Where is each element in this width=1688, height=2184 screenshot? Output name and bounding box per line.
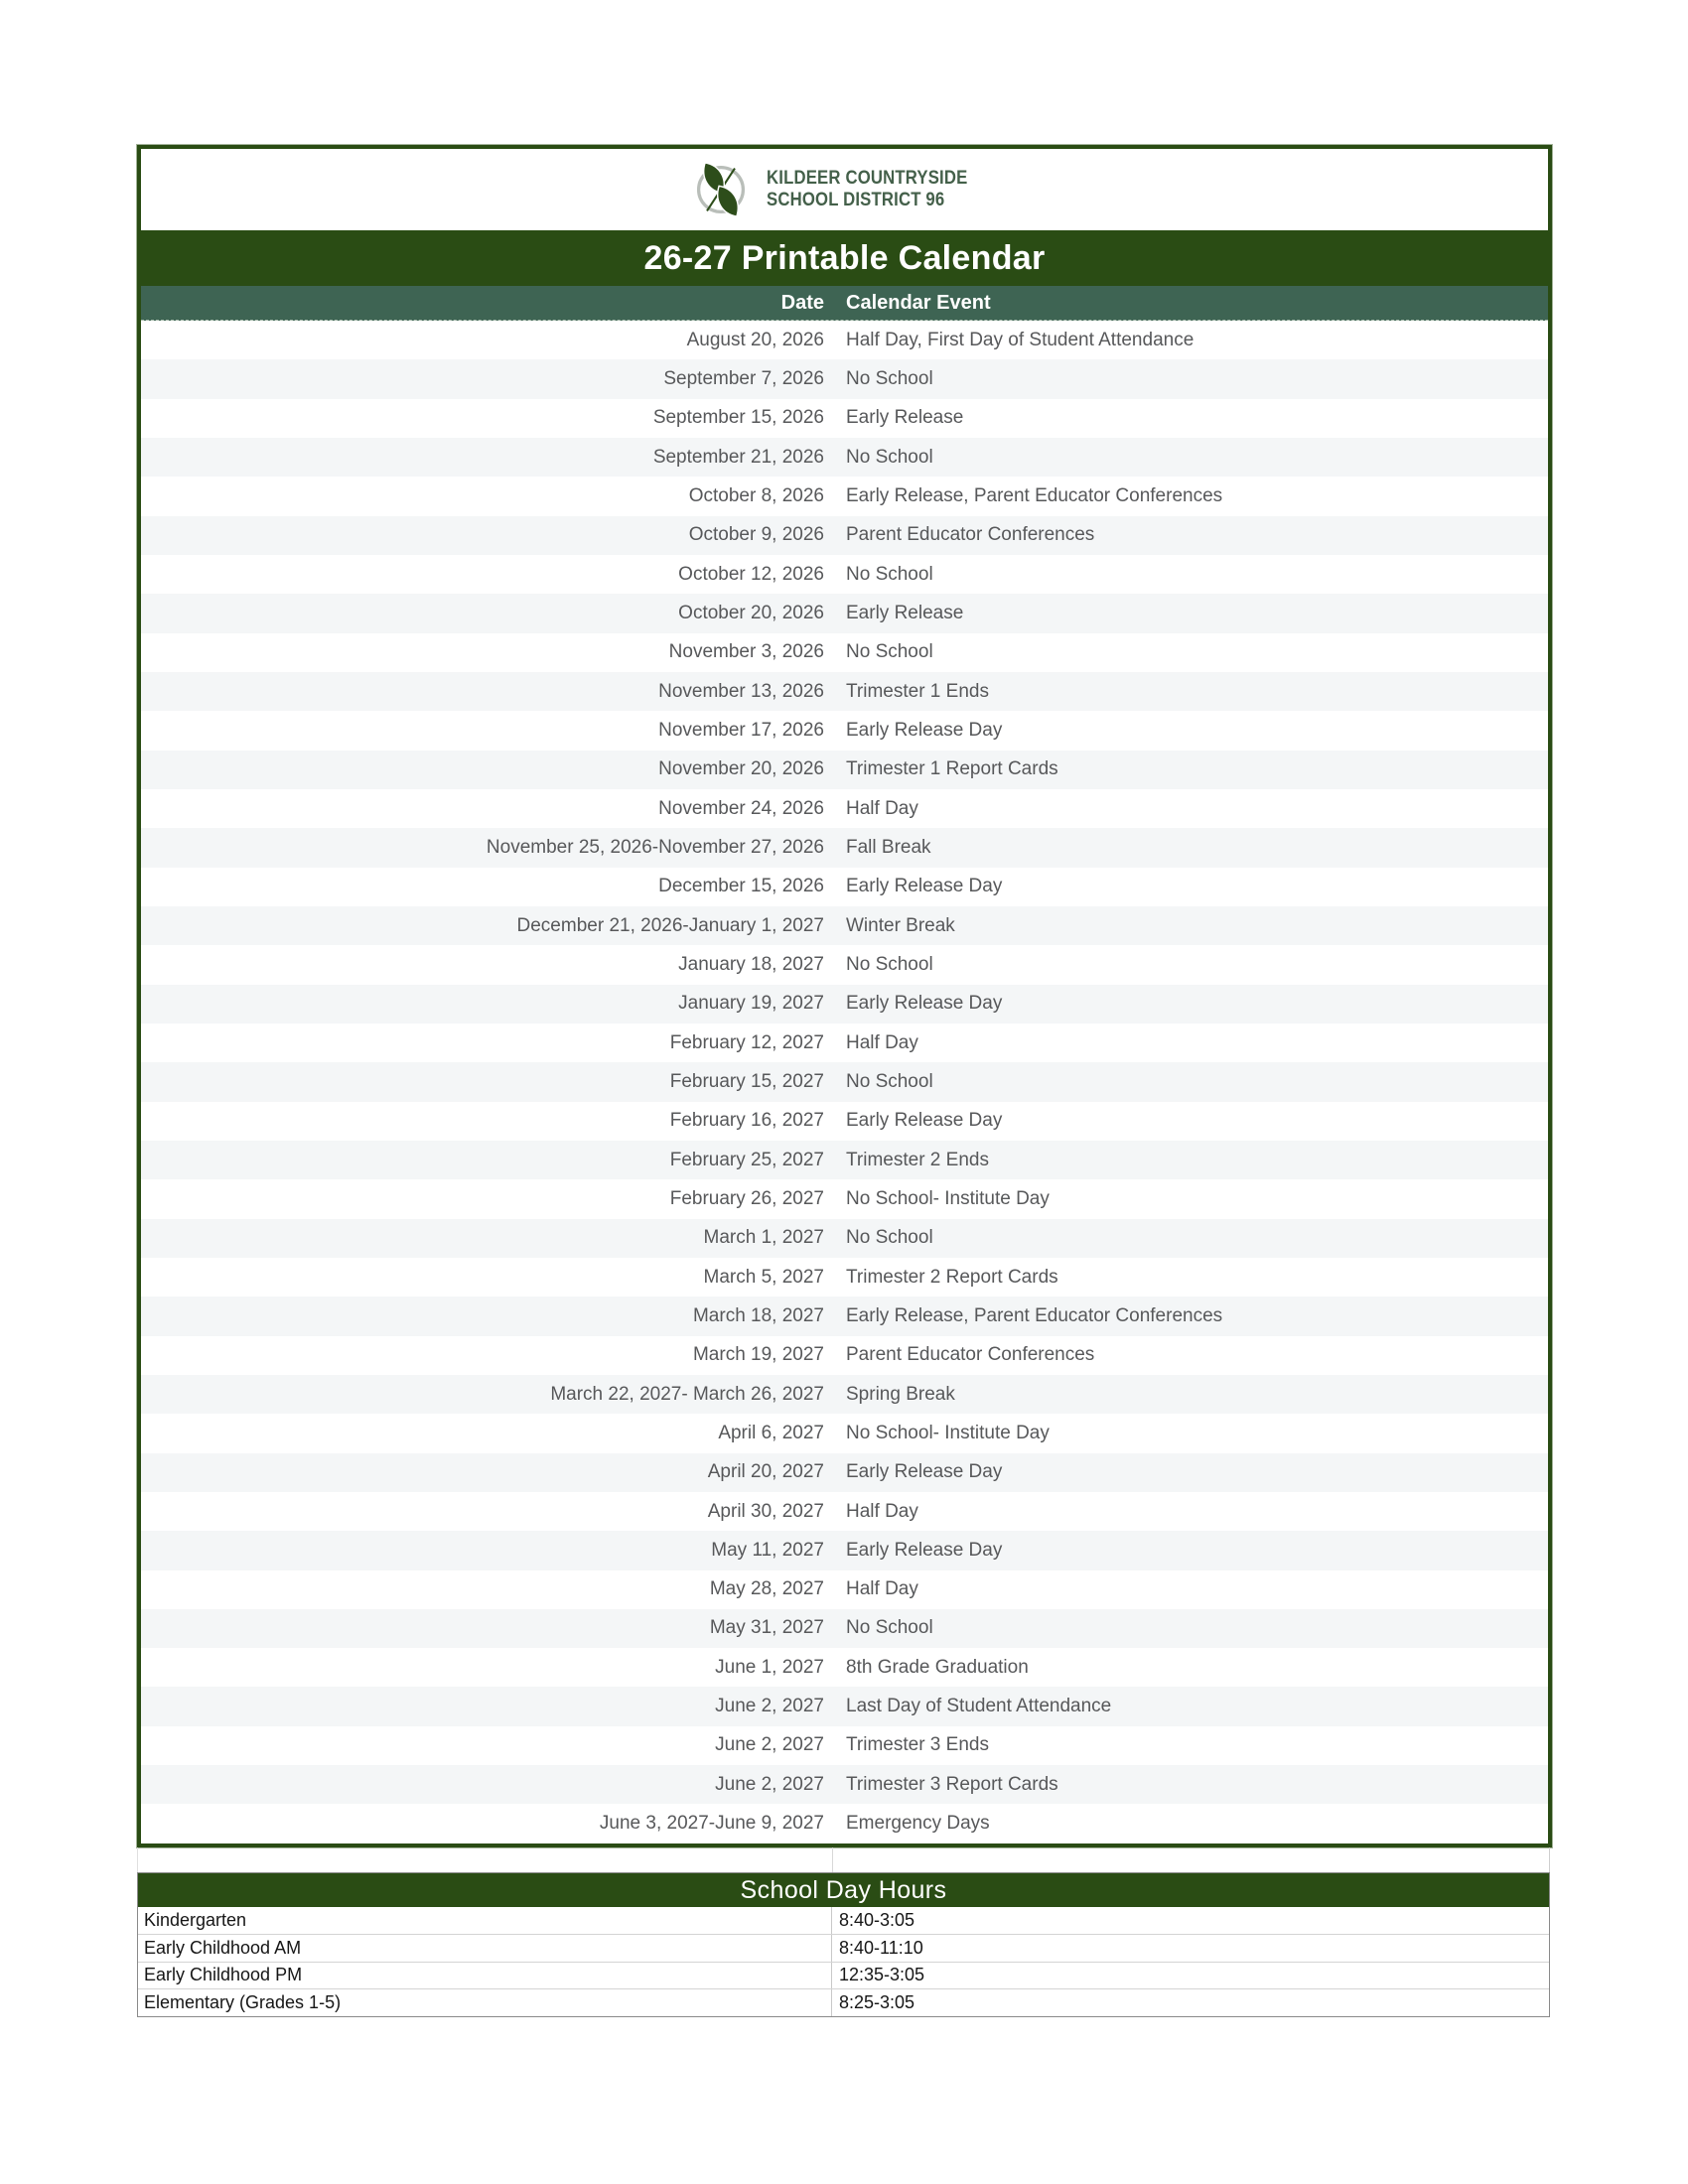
- calendar-row: [141, 477, 1548, 515]
- calendar-row: [141, 594, 1548, 632]
- calendar-row: [141, 1726, 1548, 1765]
- calendar-row-event: Parent Educator Conferences: [846, 524, 1095, 546]
- hours-row-time: 8:40-3:05: [839, 1910, 915, 1931]
- calendar-row-event: No School: [846, 1227, 933, 1249]
- calendar-row-event: Half Day: [846, 1578, 918, 1600]
- calendar-row-event: Last Day of Student Attendance: [846, 1696, 1112, 1717]
- calendar-row-date: November 24, 2026: [658, 797, 824, 819]
- column-header-event: Calendar Event: [846, 291, 991, 314]
- calendar-row-date: June 2, 2027: [715, 1734, 824, 1756]
- calendar-document-box: [137, 145, 1552, 1847]
- calendar-row-date: April 6, 2027: [718, 1422, 824, 1443]
- school-day-hours-table: [137, 1872, 1550, 2017]
- hours-row: [138, 1934, 1549, 1961]
- calendar-row: [141, 1141, 1548, 1179]
- calendar-row-event: Spring Break: [846, 1383, 955, 1405]
- calendar-row-date: December 21, 2026-January 1, 2027: [516, 914, 824, 936]
- calendar-row: [141, 1531, 1548, 1570]
- calendar-row: [141, 1336, 1548, 1375]
- calendar-row-event: No School- Institute Day: [846, 1422, 1050, 1443]
- calendar-row-date: March 1, 2027: [703, 1227, 824, 1249]
- calendar-row-date: November 20, 2026: [658, 758, 824, 780]
- calendar-row-event: Early Release Day: [846, 719, 1003, 741]
- calendar-row-date: September 7, 2026: [663, 367, 824, 389]
- calendar-row-event: Half Day: [846, 1031, 918, 1053]
- calendar-row: [141, 1609, 1548, 1648]
- district-name-line1: KILDEER COUNTRYSIDE: [767, 167, 968, 189]
- calendar-row: [141, 438, 1548, 477]
- calendar-row-date: April 20, 2027: [707, 1461, 824, 1483]
- calendar-row-date: January 18, 2027: [678, 953, 824, 975]
- hours-row: [138, 1907, 1549, 1934]
- calendar-row-date: June 2, 2027: [715, 1696, 824, 1717]
- calendar-row: [141, 1179, 1548, 1218]
- calendar-row-date: March 5, 2027: [703, 1266, 824, 1288]
- calendar-row-event: No School: [846, 367, 933, 389]
- calendar-row-date: September 21, 2026: [652, 446, 824, 468]
- calendar-row: [141, 321, 1548, 359]
- calendar-row-date: February 26, 2027: [669, 1187, 824, 1209]
- calendar-row-event: Early Release Day: [846, 1461, 1003, 1483]
- calendar-row-event: Trimester 1 Report Cards: [846, 758, 1058, 780]
- calendar-row-date: March 22, 2027- March 26, 2027: [550, 1383, 824, 1405]
- gap-column-divider: [832, 1847, 833, 1872]
- calendar-row-event: Trimester 1 Ends: [846, 680, 989, 702]
- calendar-row: [141, 1570, 1548, 1609]
- calendar-row-event: No School: [846, 1617, 933, 1639]
- calendar-row-event: 8th Grade Graduation: [846, 1656, 1029, 1678]
- calendar-column-headers: [141, 286, 1548, 321]
- calendar-row-date: March 18, 2027: [692, 1304, 824, 1326]
- hours-row-time: 8:40-11:10: [839, 1938, 923, 1959]
- calendar-row-date: March 19, 2027: [692, 1344, 824, 1366]
- calendar-row: [141, 359, 1548, 398]
- calendar-row: [141, 1648, 1548, 1687]
- calendar-row-event: Early Release, Parent Educator Conferences: [846, 1304, 1223, 1326]
- calendar-row-event: Early Release Day: [846, 1539, 1003, 1561]
- calendar-row: [141, 516, 1548, 555]
- calendar-row-event: Early Release, Parent Educator Conferences: [846, 484, 1223, 506]
- calendar-row-date: October 12, 2026: [678, 563, 824, 585]
- calendar-row: [141, 555, 1548, 594]
- calendar-row-date: December 15, 2026: [658, 876, 824, 897]
- calendar-row-date: May 11, 2027: [711, 1539, 824, 1561]
- calendar-row-date: September 15, 2026: [652, 407, 824, 429]
- calendar-row-date: May 28, 2027: [709, 1578, 824, 1600]
- calendar-row-date: February 25, 2027: [669, 1149, 824, 1170]
- calendar-row-event: Early Release Day: [846, 1110, 1003, 1132]
- calendar-row-event: Emergency Days: [846, 1813, 990, 1835]
- calendar-row: [141, 1375, 1548, 1414]
- calendar-row: [141, 828, 1548, 867]
- calendar-row-event: Winter Break: [846, 914, 955, 936]
- hours-row-label: Early Childhood AM: [138, 1935, 832, 1961]
- calendar-row-event: Fall Break: [846, 836, 931, 858]
- calendar-row-date: May 31, 2027: [709, 1617, 824, 1639]
- calendar-row-event: Half Day, First Day of Student Attendance: [846, 329, 1195, 350]
- hours-row: [138, 1962, 1549, 1988]
- calendar-row: [141, 1492, 1548, 1531]
- table-gap-spacer: [137, 1847, 1550, 1872]
- calendar-row-event: Trimester 2 Ends: [846, 1149, 989, 1170]
- calendar-row: [141, 1258, 1548, 1297]
- calendar-row: [141, 672, 1548, 711]
- page-title-bar: [141, 230, 1548, 286]
- calendar-row-event: Early Release: [846, 602, 964, 623]
- calendar-row: [141, 789, 1548, 828]
- calendar-row-event: No School: [846, 563, 933, 585]
- calendar-row-event: No School: [846, 446, 933, 468]
- calendar-row-date: October 9, 2026: [688, 524, 824, 546]
- calendar-row-event: Trimester 3 Ends: [846, 1734, 989, 1756]
- calendar-row-date: October 8, 2026: [688, 484, 824, 506]
- calendar-row-date: October 20, 2026: [678, 602, 824, 623]
- school-day-hours-title: School Day Hours: [740, 1875, 947, 1904]
- calendar-row-date: April 30, 2027: [707, 1500, 824, 1522]
- calendar-row-date: November 25, 2026-November 27, 2026: [486, 836, 824, 858]
- calendar-row-event: Half Day: [846, 797, 918, 819]
- hours-row-label: Early Childhood PM: [138, 1963, 832, 1988]
- calendar-row-event: Parent Educator Conferences: [846, 1344, 1095, 1366]
- calendar-row: [141, 985, 1548, 1024]
- calendar-row-event: Trimester 3 Report Cards: [846, 1773, 1058, 1795]
- school-day-hours-title-bar: [138, 1873, 1549, 1907]
- calendar-row-date: November 17, 2026: [658, 719, 824, 741]
- calendar-row: [141, 711, 1548, 750]
- two-leaves-in-circle-icon: [693, 162, 749, 217]
- calendar-row-event: Half Day: [846, 1500, 918, 1522]
- hours-row-label: Kindergarten: [138, 1907, 832, 1934]
- calendar-row-event: Early Release Day: [846, 993, 1003, 1015]
- page-title: 26-27 Printable Calendar: [643, 238, 1046, 277]
- hours-row: [138, 1988, 1549, 2015]
- calendar-row-date: February 15, 2027: [669, 1070, 824, 1092]
- calendar-row: [141, 1687, 1548, 1725]
- calendar-row-event: No School- Institute Day: [846, 1187, 1050, 1209]
- calendar-row-event: Early Release Day: [846, 876, 1003, 897]
- calendar-row-date: November 13, 2026: [658, 680, 824, 702]
- calendar-row: [141, 633, 1548, 672]
- hours-row-time: 8:25-3:05: [839, 1991, 915, 2012]
- calendar-row: [141, 945, 1548, 984]
- district-name: [767, 168, 967, 212]
- school-day-hours-rows: [138, 1907, 1549, 2016]
- calendar-row-date: August 20, 2026: [686, 329, 824, 350]
- calendar-row: [141, 1219, 1548, 1258]
- column-header-date: Date: [780, 291, 824, 314]
- calendar-row-date: February 12, 2027: [669, 1031, 824, 1053]
- calendar-row: [141, 868, 1548, 906]
- calendar-row-event: Early Release: [846, 407, 964, 429]
- district-name-line2: SCHOOL DISTRICT 96: [767, 190, 945, 210]
- calendar-row-date: June 3, 2027-June 9, 2027: [599, 1813, 824, 1835]
- calendar-row: [141, 1024, 1548, 1062]
- calendar-row: [141, 1804, 1548, 1843]
- calendar-row: [141, 906, 1548, 945]
- calendar-row-event: No School: [846, 953, 933, 975]
- calendar-row: [141, 751, 1548, 789]
- calendar-row: [141, 1297, 1548, 1335]
- calendar-row-event: No School: [846, 641, 933, 663]
- calendar-row: [141, 1453, 1548, 1492]
- calendar-row: [141, 1062, 1548, 1101]
- district-logo-header: [141, 149, 1548, 230]
- calendar-row: [141, 399, 1548, 438]
- calendar-row-date: June 1, 2027: [715, 1656, 824, 1678]
- hours-row-label: Elementary (Grades 1-5): [138, 1989, 832, 2015]
- calendar-row-event: No School: [846, 1070, 933, 1092]
- hours-row-time: 12:35-3:05: [839, 1965, 925, 1985]
- calendar-row-date: November 3, 2026: [668, 641, 824, 663]
- calendar-row-event: Trimester 2 Report Cards: [846, 1266, 1058, 1288]
- calendar-rows: [141, 321, 1548, 1843]
- calendar-row: [141, 1102, 1548, 1141]
- calendar-row-date: February 16, 2027: [669, 1110, 824, 1132]
- calendar-row: [141, 1765, 1548, 1804]
- calendar-row: [141, 1414, 1548, 1452]
- calendar-row-date: June 2, 2027: [715, 1773, 824, 1795]
- calendar-row-date: January 19, 2027: [678, 993, 824, 1015]
